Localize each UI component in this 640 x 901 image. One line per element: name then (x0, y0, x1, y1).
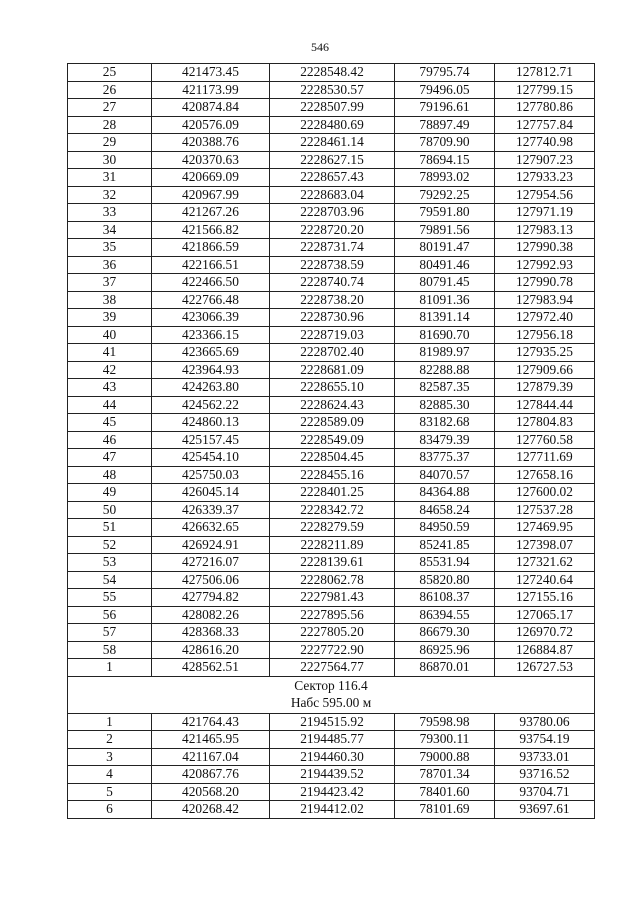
table-cell: 37 (68, 274, 152, 292)
table-row (68, 536, 595, 554)
table-cell: 423066.39 (152, 309, 270, 327)
table-cell: 127398.07 (495, 536, 595, 554)
table-row (68, 414, 595, 432)
table-cell: 2228461.14 (270, 134, 395, 152)
table-row (68, 571, 595, 589)
table-cell: 428368.33 (152, 624, 270, 642)
table-cell: 79598.98 (395, 713, 495, 731)
table-cell: 2227722.90 (270, 641, 395, 659)
table-cell: 86870.01 (395, 659, 495, 677)
table-cell: 78401.60 (395, 783, 495, 801)
table-cell: 3 (68, 748, 152, 766)
table-cell: 30 (68, 151, 152, 169)
table-row (68, 309, 595, 327)
table-cell: 421473.45 (152, 64, 270, 82)
table-cell: 2228342.72 (270, 501, 395, 519)
table-cell: 420268.42 (152, 801, 270, 819)
table-cell: 423665.69 (152, 344, 270, 362)
table-cell: 127155.16 (495, 589, 595, 607)
table-cell: 2228480.69 (270, 116, 395, 134)
table-cell: 84364.88 (395, 484, 495, 502)
table-cell: 93733.01 (495, 748, 595, 766)
table-cell: 2228507.99 (270, 99, 395, 117)
table-cell: 4 (68, 766, 152, 784)
page-number: 546 (311, 40, 329, 54)
table-cell: 2194460.30 (270, 748, 395, 766)
table-cell: 2228731.74 (270, 239, 395, 257)
table-cell: 43 (68, 379, 152, 397)
table-row (68, 659, 595, 677)
table-section-b (68, 713, 595, 818)
table-cell: 79300.11 (395, 731, 495, 749)
table-cell: 421465.95 (152, 731, 270, 749)
table-cell: 127992.93 (495, 256, 595, 274)
table-cell: 127972.40 (495, 309, 595, 327)
table-cell: 127935.25 (495, 344, 595, 362)
table-cell: 38 (68, 291, 152, 309)
table-cell: 2228504.45 (270, 449, 395, 467)
table-cell: 2227895.56 (270, 606, 395, 624)
table-cell: 2228730.96 (270, 309, 395, 327)
table-cell: 427506.06 (152, 571, 270, 589)
table-cell: 78694.15 (395, 151, 495, 169)
table-cell: 25 (68, 64, 152, 82)
table-cell: 421267.26 (152, 204, 270, 222)
table-cell: 421566.82 (152, 221, 270, 239)
table-cell: 41 (68, 344, 152, 362)
table-cell: 2228279.59 (270, 519, 395, 537)
table-cell: 127537.28 (495, 501, 595, 519)
table-cell: 83182.68 (395, 414, 495, 432)
table-cell: 127956.18 (495, 326, 595, 344)
table-cell: 420568.20 (152, 783, 270, 801)
table-cell: 420576.09 (152, 116, 270, 134)
table-row (68, 204, 595, 222)
table-row (68, 256, 595, 274)
table-cell: 33 (68, 204, 152, 222)
table-cell: 29 (68, 134, 152, 152)
table-row (68, 151, 595, 169)
table-cell: 47 (68, 449, 152, 467)
table-cell: 2228702.40 (270, 344, 395, 362)
table-cell: 1 (68, 659, 152, 677)
table-cell: 126884.87 (495, 641, 595, 659)
table-cell: 427794.82 (152, 589, 270, 607)
table-row (68, 713, 595, 731)
table-cell: 127740.98 (495, 134, 595, 152)
table-cell: 127321.62 (495, 554, 595, 572)
table-row (68, 484, 595, 502)
table-cell: 48 (68, 466, 152, 484)
table-cell: 26 (68, 81, 152, 99)
table-cell: 2228548.42 (270, 64, 395, 82)
table-cell: 2228683.04 (270, 186, 395, 204)
table-cell: 93704.71 (495, 783, 595, 801)
table-cell: 84950.59 (395, 519, 495, 537)
table-cell: 86394.55 (395, 606, 495, 624)
table-cell: 127240.64 (495, 571, 595, 589)
table-cell: 127065.17 (495, 606, 595, 624)
table-cell: 42 (68, 361, 152, 379)
table-cell: 79000.88 (395, 748, 495, 766)
table-cell: 127757.84 (495, 116, 595, 134)
table-cell: 127990.38 (495, 239, 595, 257)
table-cell: 425454.10 (152, 449, 270, 467)
table-cell: 79496.05 (395, 81, 495, 99)
table-cell: 51 (68, 519, 152, 537)
table-row (68, 274, 595, 292)
table-cell: 2228455.16 (270, 466, 395, 484)
table-cell: 126970.72 (495, 624, 595, 642)
table-cell: 86925.96 (395, 641, 495, 659)
table-cell: 28 (68, 116, 152, 134)
table-row (68, 801, 595, 819)
table-cell: 423964.93 (152, 361, 270, 379)
table-cell: 127954.56 (495, 186, 595, 204)
table-cell: 84070.57 (395, 466, 495, 484)
table-cell: 422766.48 (152, 291, 270, 309)
table-cell: 420370.63 (152, 151, 270, 169)
table-row (68, 431, 595, 449)
table-cell: 81091.36 (395, 291, 495, 309)
table-cell: 2227805.20 (270, 624, 395, 642)
table-cell: 127844.44 (495, 396, 595, 414)
table-cell: 78993.02 (395, 169, 495, 187)
table-row (68, 186, 595, 204)
table-cell: 2228530.57 (270, 81, 395, 99)
table-cell: 93697.61 (495, 801, 595, 819)
table-row (68, 116, 595, 134)
table-cell: 424562.22 (152, 396, 270, 414)
table-cell: 421764.43 (152, 713, 270, 731)
table-cell: 420874.84 (152, 99, 270, 117)
table-cell: 85531.94 (395, 554, 495, 572)
table-cell: 127711.69 (495, 449, 595, 467)
table-cell: 420669.09 (152, 169, 270, 187)
table-cell: 78701.34 (395, 766, 495, 784)
table-row (68, 291, 595, 309)
table-cell: 2228062.78 (270, 571, 395, 589)
table-row (68, 466, 595, 484)
table-cell: 127879.39 (495, 379, 595, 397)
table-row (68, 554, 595, 572)
table-cell: 421167.04 (152, 748, 270, 766)
table-cell: 80791.45 (395, 274, 495, 292)
table-cell: 427216.07 (152, 554, 270, 572)
table-row (68, 239, 595, 257)
table-cell: 79795.74 (395, 64, 495, 82)
table-row (68, 606, 595, 624)
table-cell: 83479.39 (395, 431, 495, 449)
table-cell: 85241.85 (395, 536, 495, 554)
table-cell: 127990.78 (495, 274, 595, 292)
table-cell: 39 (68, 309, 152, 327)
table-row (68, 326, 595, 344)
table-cell: 55 (68, 589, 152, 607)
table-cell: 127780.86 (495, 99, 595, 117)
table-cell: 1 (68, 713, 152, 731)
table-cell: 2227981.43 (270, 589, 395, 607)
table-cell: 425750.03 (152, 466, 270, 484)
table-cell: 40 (68, 326, 152, 344)
table-cell: 2228624.43 (270, 396, 395, 414)
table-cell: 53 (68, 554, 152, 572)
table-cell: 79891.56 (395, 221, 495, 239)
table-cell: 428562.51 (152, 659, 270, 677)
table-cell: 2228211.89 (270, 536, 395, 554)
table-row (68, 766, 595, 784)
table-cell: 84658.24 (395, 501, 495, 519)
table-cell: 2194515.92 (270, 713, 395, 731)
table-cell: 127804.83 (495, 414, 595, 432)
table-row (68, 624, 595, 642)
table-row (68, 519, 595, 537)
table-cell: 82885.30 (395, 396, 495, 414)
table-cell: 127933.23 (495, 169, 595, 187)
table-cell: 2 (68, 731, 152, 749)
table-cell: 81989.97 (395, 344, 495, 362)
table-row (68, 731, 595, 749)
table-row (68, 396, 595, 414)
table-cell: 27 (68, 99, 152, 117)
table-cell: 34 (68, 221, 152, 239)
table-cell: 2228681.09 (270, 361, 395, 379)
table-cell: 428616.20 (152, 641, 270, 659)
table-cell: 79196.61 (395, 99, 495, 117)
table-cell: 82587.35 (395, 379, 495, 397)
table-row (68, 81, 595, 99)
table-cell: 57 (68, 624, 152, 642)
table-cell: 6 (68, 801, 152, 819)
table-cell: 2194412.02 (270, 801, 395, 819)
sector-subtitle: Набс 595.00 м (290, 694, 372, 710)
table-cell: 2228589.09 (270, 414, 395, 432)
table-cell: 81690.70 (395, 326, 495, 344)
table-cell: 424263.80 (152, 379, 270, 397)
table-cell: 2194423.42 (270, 783, 395, 801)
table-cell: 2228549.09 (270, 431, 395, 449)
table-cell: 93754.19 (495, 731, 595, 749)
table-cell: 127909.66 (495, 361, 595, 379)
table-cell: 2228657.43 (270, 169, 395, 187)
table-cell: 2228738.20 (270, 291, 395, 309)
table-cell: 2228401.25 (270, 484, 395, 502)
table-row (68, 641, 595, 659)
table-cell: 78709.90 (395, 134, 495, 152)
table-cell: 31 (68, 169, 152, 187)
table-cell: 127983.13 (495, 221, 595, 239)
table-cell: 79292.25 (395, 186, 495, 204)
table-cell: 426632.65 (152, 519, 270, 537)
table-cell: 44 (68, 396, 152, 414)
table-cell: 127760.58 (495, 431, 595, 449)
table-cell: 127469.95 (495, 519, 595, 537)
table-cell: 2228655.10 (270, 379, 395, 397)
table-cell: 32 (68, 186, 152, 204)
table-row (68, 748, 595, 766)
table-cell: 86679.30 (395, 624, 495, 642)
table-cell: 127600.02 (495, 484, 595, 502)
table-cell: 50 (68, 501, 152, 519)
table-section-a (68, 64, 595, 677)
table-cell: 127971.19 (495, 204, 595, 222)
table-cell: 36 (68, 256, 152, 274)
table-row (68, 134, 595, 152)
table-row (68, 344, 595, 362)
table-cell: 2194439.52 (270, 766, 395, 784)
table-row (68, 64, 595, 82)
table-cell: 424860.13 (152, 414, 270, 432)
table-cell: 421173.99 (152, 81, 270, 99)
table-cell: 85820.80 (395, 571, 495, 589)
table-cell: 420867.76 (152, 766, 270, 784)
table-row (68, 379, 595, 397)
table-cell: 2228720.20 (270, 221, 395, 239)
table-cell: 78897.49 (395, 116, 495, 134)
table-cell: 46 (68, 431, 152, 449)
table-row (68, 361, 595, 379)
table-cell: 56 (68, 606, 152, 624)
table-cell: 78101.69 (395, 801, 495, 819)
table-cell: 86108.37 (395, 589, 495, 607)
table-cell: 80491.46 (395, 256, 495, 274)
table-cell: 126727.53 (495, 659, 595, 677)
table-cell: 425157.45 (152, 431, 270, 449)
table-row (68, 589, 595, 607)
table-cell: 2228627.15 (270, 151, 395, 169)
table-cell: 2228740.74 (270, 274, 395, 292)
table-cell: 127812.71 (495, 64, 595, 82)
table-cell: 2228719.03 (270, 326, 395, 344)
table-cell: 426045.14 (152, 484, 270, 502)
table-row (68, 99, 595, 117)
table-row (68, 783, 595, 801)
table-cell: 420388.76 (152, 134, 270, 152)
table-cell: 2228738.59 (270, 256, 395, 274)
table-cell: 52 (68, 536, 152, 554)
table-cell: 83775.37 (395, 449, 495, 467)
table-row (68, 221, 595, 239)
table-cell: 49 (68, 484, 152, 502)
table-cell: 422166.51 (152, 256, 270, 274)
table-row (68, 169, 595, 187)
table-cell: 421866.59 (152, 239, 270, 257)
table-cell: 2194485.77 (270, 731, 395, 749)
sector-header-cell (68, 676, 595, 713)
sector-header-row (68, 676, 595, 713)
table-cell: 35 (68, 239, 152, 257)
sector-header (68, 676, 595, 713)
table-cell: 127907.23 (495, 151, 595, 169)
table-cell: 93780.06 (495, 713, 595, 731)
table-cell: 54 (68, 571, 152, 589)
table-cell: 80191.47 (395, 239, 495, 257)
sector-title: Сектор 116.4 (294, 677, 368, 693)
coordinates-table (67, 63, 595, 819)
table-cell: 420967.99 (152, 186, 270, 204)
table-cell: 127799.15 (495, 81, 595, 99)
table-cell: 45 (68, 414, 152, 432)
table-cell: 2228139.61 (270, 554, 395, 572)
table-cell: 127658.16 (495, 466, 595, 484)
table-row (68, 501, 595, 519)
table-cell: 2227564.77 (270, 659, 395, 677)
table-cell: 426339.37 (152, 501, 270, 519)
table-cell: 428082.26 (152, 606, 270, 624)
table-cell: 127983.94 (495, 291, 595, 309)
table-row (68, 449, 595, 467)
table-cell: 5 (68, 783, 152, 801)
table-cell: 426924.91 (152, 536, 270, 554)
table-cell: 423366.15 (152, 326, 270, 344)
table-cell: 79591.80 (395, 204, 495, 222)
table-cell: 81391.14 (395, 309, 495, 327)
table-cell: 422466.50 (152, 274, 270, 292)
table-cell: 93716.52 (495, 766, 595, 784)
table-cell: 58 (68, 641, 152, 659)
table-cell: 2228703.96 (270, 204, 395, 222)
table-cell: 82288.88 (395, 361, 495, 379)
